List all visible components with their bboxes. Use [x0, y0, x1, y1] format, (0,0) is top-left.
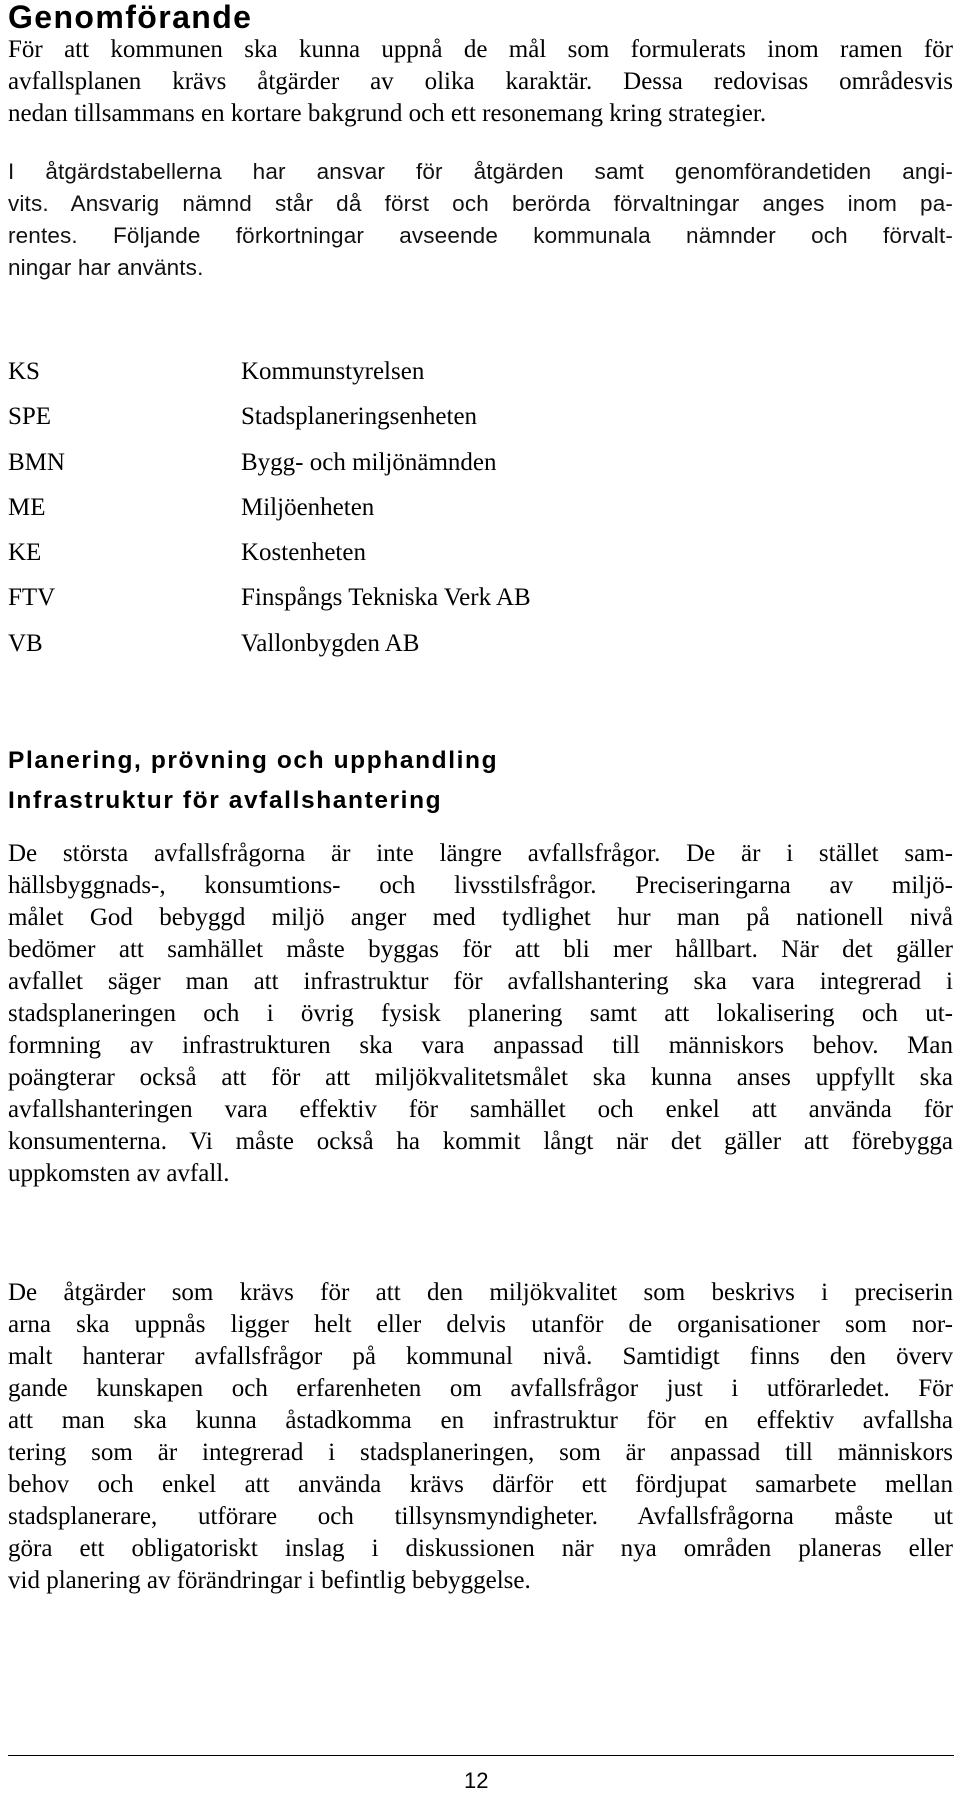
- text-line: målet God bebyggd miljö anger med tydlighet hur man på nationell nivå: [8, 904, 953, 931]
- abbreviation-code: BMN: [8, 448, 65, 476]
- intro-paragraph: [8, 34, 953, 130]
- text-line: poängterar också att för att miljökvalitetsmålet ska kunna anses uppfyllt ska: [8, 1064, 953, 1091]
- text-line: behov och enkel att använda krävs därför ett fördjupat samarbete mellan: [8, 1471, 953, 1498]
- text-line: arna ska uppnås ligger helt eller delvis utanför de organisationer som nor-: [8, 1311, 953, 1338]
- abbreviation-name: Stadsplaneringsenheten: [241, 403, 478, 431]
- abbreviation-code: FTV: [8, 584, 56, 612]
- text-line: De största avfallsfrågorna är inte längre avfallsfrågor. De är i stället sam-: [8, 840, 953, 867]
- infrastructure-paragraph-2: [8, 1277, 953, 1597]
- abbreviation-name: Kommunstyrelsen: [241, 358, 425, 385]
- text-line: vid planering av förändringar i befintlig bebyggelse.: [8, 1567, 531, 1594]
- text-line: För att kommunen ska kunna uppnå de mål som formulerats inom ramen för: [8, 36, 953, 63]
- text-line: att man ska kunna åstadkomma en infrastruktur för en effektiv avfallsha: [8, 1407, 953, 1434]
- text-line: hällsbyggnads-, konsumtions- och livsstilsfrågor. Preciseringarna av miljö-: [8, 872, 953, 899]
- text-line: rentes. Följande förkortningar avseende kommunala nämnder och förvalt-: [8, 223, 953, 248]
- text-line: formning av infrastrukturen ska vara anpassad till människors behov. Man: [8, 1032, 953, 1059]
- text-line: konsumenterna. Vi måste också ha kommit långt när det gäller att förebygga: [8, 1128, 953, 1155]
- text-line: malt hanterar avfallsfrågor på kommunal nivå. Samtidigt finns den överv: [8, 1343, 953, 1370]
- abbreviation-name: Kostenheten: [241, 539, 366, 567]
- text-line: tering som är integrerad i stadsplaneringen, som är anpassad till människors: [8, 1439, 953, 1466]
- abbreviation-name: Bygg- och miljönämnden: [241, 448, 497, 476]
- abbreviation-code: SPE: [8, 403, 52, 431]
- text-line: uppkomsten av avfall.: [8, 1160, 230, 1187]
- abbreviation-code: KS: [8, 358, 40, 385]
- text-line: ningar har använts.: [8, 255, 204, 280]
- abbreviation-code: VB: [8, 629, 43, 657]
- abbreviation-name: Vallonbygden AB: [241, 629, 420, 657]
- infrastructure-paragraph-1: [8, 838, 953, 1190]
- abbreviation-name: Finspångs Tekniska Verk AB: [241, 584, 531, 612]
- footer-divider: [8, 1755, 954, 1756]
- subsection-subtitle: Infrastruktur för avfallshantering: [8, 787, 443, 814]
- responsibility-paragraph: [8, 156, 953, 284]
- text-line: avfallshanteringen vara effektiv för samhället och enkel att använda för: [8, 1096, 953, 1123]
- text-line: bedömer att samhället måste byggas för att bli mer hållbart. När det gäller: [8, 936, 953, 963]
- text-line: göra ett obligatoriskt inslag i diskussionen när nya områden planeras eller: [8, 1535, 953, 1562]
- abbreviation-code: ME: [8, 493, 46, 521]
- text-line: I åtgärdstabellerna har ansvar för åtgärden samt genomförandetiden angi-: [8, 159, 953, 184]
- text-line: vits. Ansvarig nämnd står då först och berörda förvaltningar anges inom pa-: [8, 191, 953, 216]
- text-line: stadsplaneringen och i övrig fysisk planering samt att lokalisering och ut-: [8, 1000, 953, 1027]
- section-title: Genomförande: [8, 0, 253, 35]
- abbreviation-name: Miljöenheten: [241, 493, 375, 521]
- subsection-title: Planering, prövning och upphandling: [8, 747, 499, 774]
- text-line: De åtgärder som krävs för att den miljökvalitet som beskrivs i preciserin: [8, 1279, 953, 1306]
- text-line: gande kunskapen och erfarenheten om avfallsfrågor just i utförarledet. För: [8, 1375, 953, 1402]
- text-line: nedan tillsammans en kortare bakgrund och ett resonemang kring strategier.: [8, 100, 767, 127]
- text-line: avfallet säger man att infrastruktur för avfallshantering ska vara integrerad i: [8, 968, 953, 995]
- text-line: stadsplanerare, utförare och tillsynsmyndigheter. Avfallsfrågorna måste ut: [8, 1503, 953, 1530]
- text-line: avfallsplanen krävs åtgärder av olika karaktär. Dessa redovisas områdesvis: [8, 68, 953, 95]
- page-number: 12: [464, 1768, 489, 1793]
- abbreviation-code: KE: [8, 539, 42, 567]
